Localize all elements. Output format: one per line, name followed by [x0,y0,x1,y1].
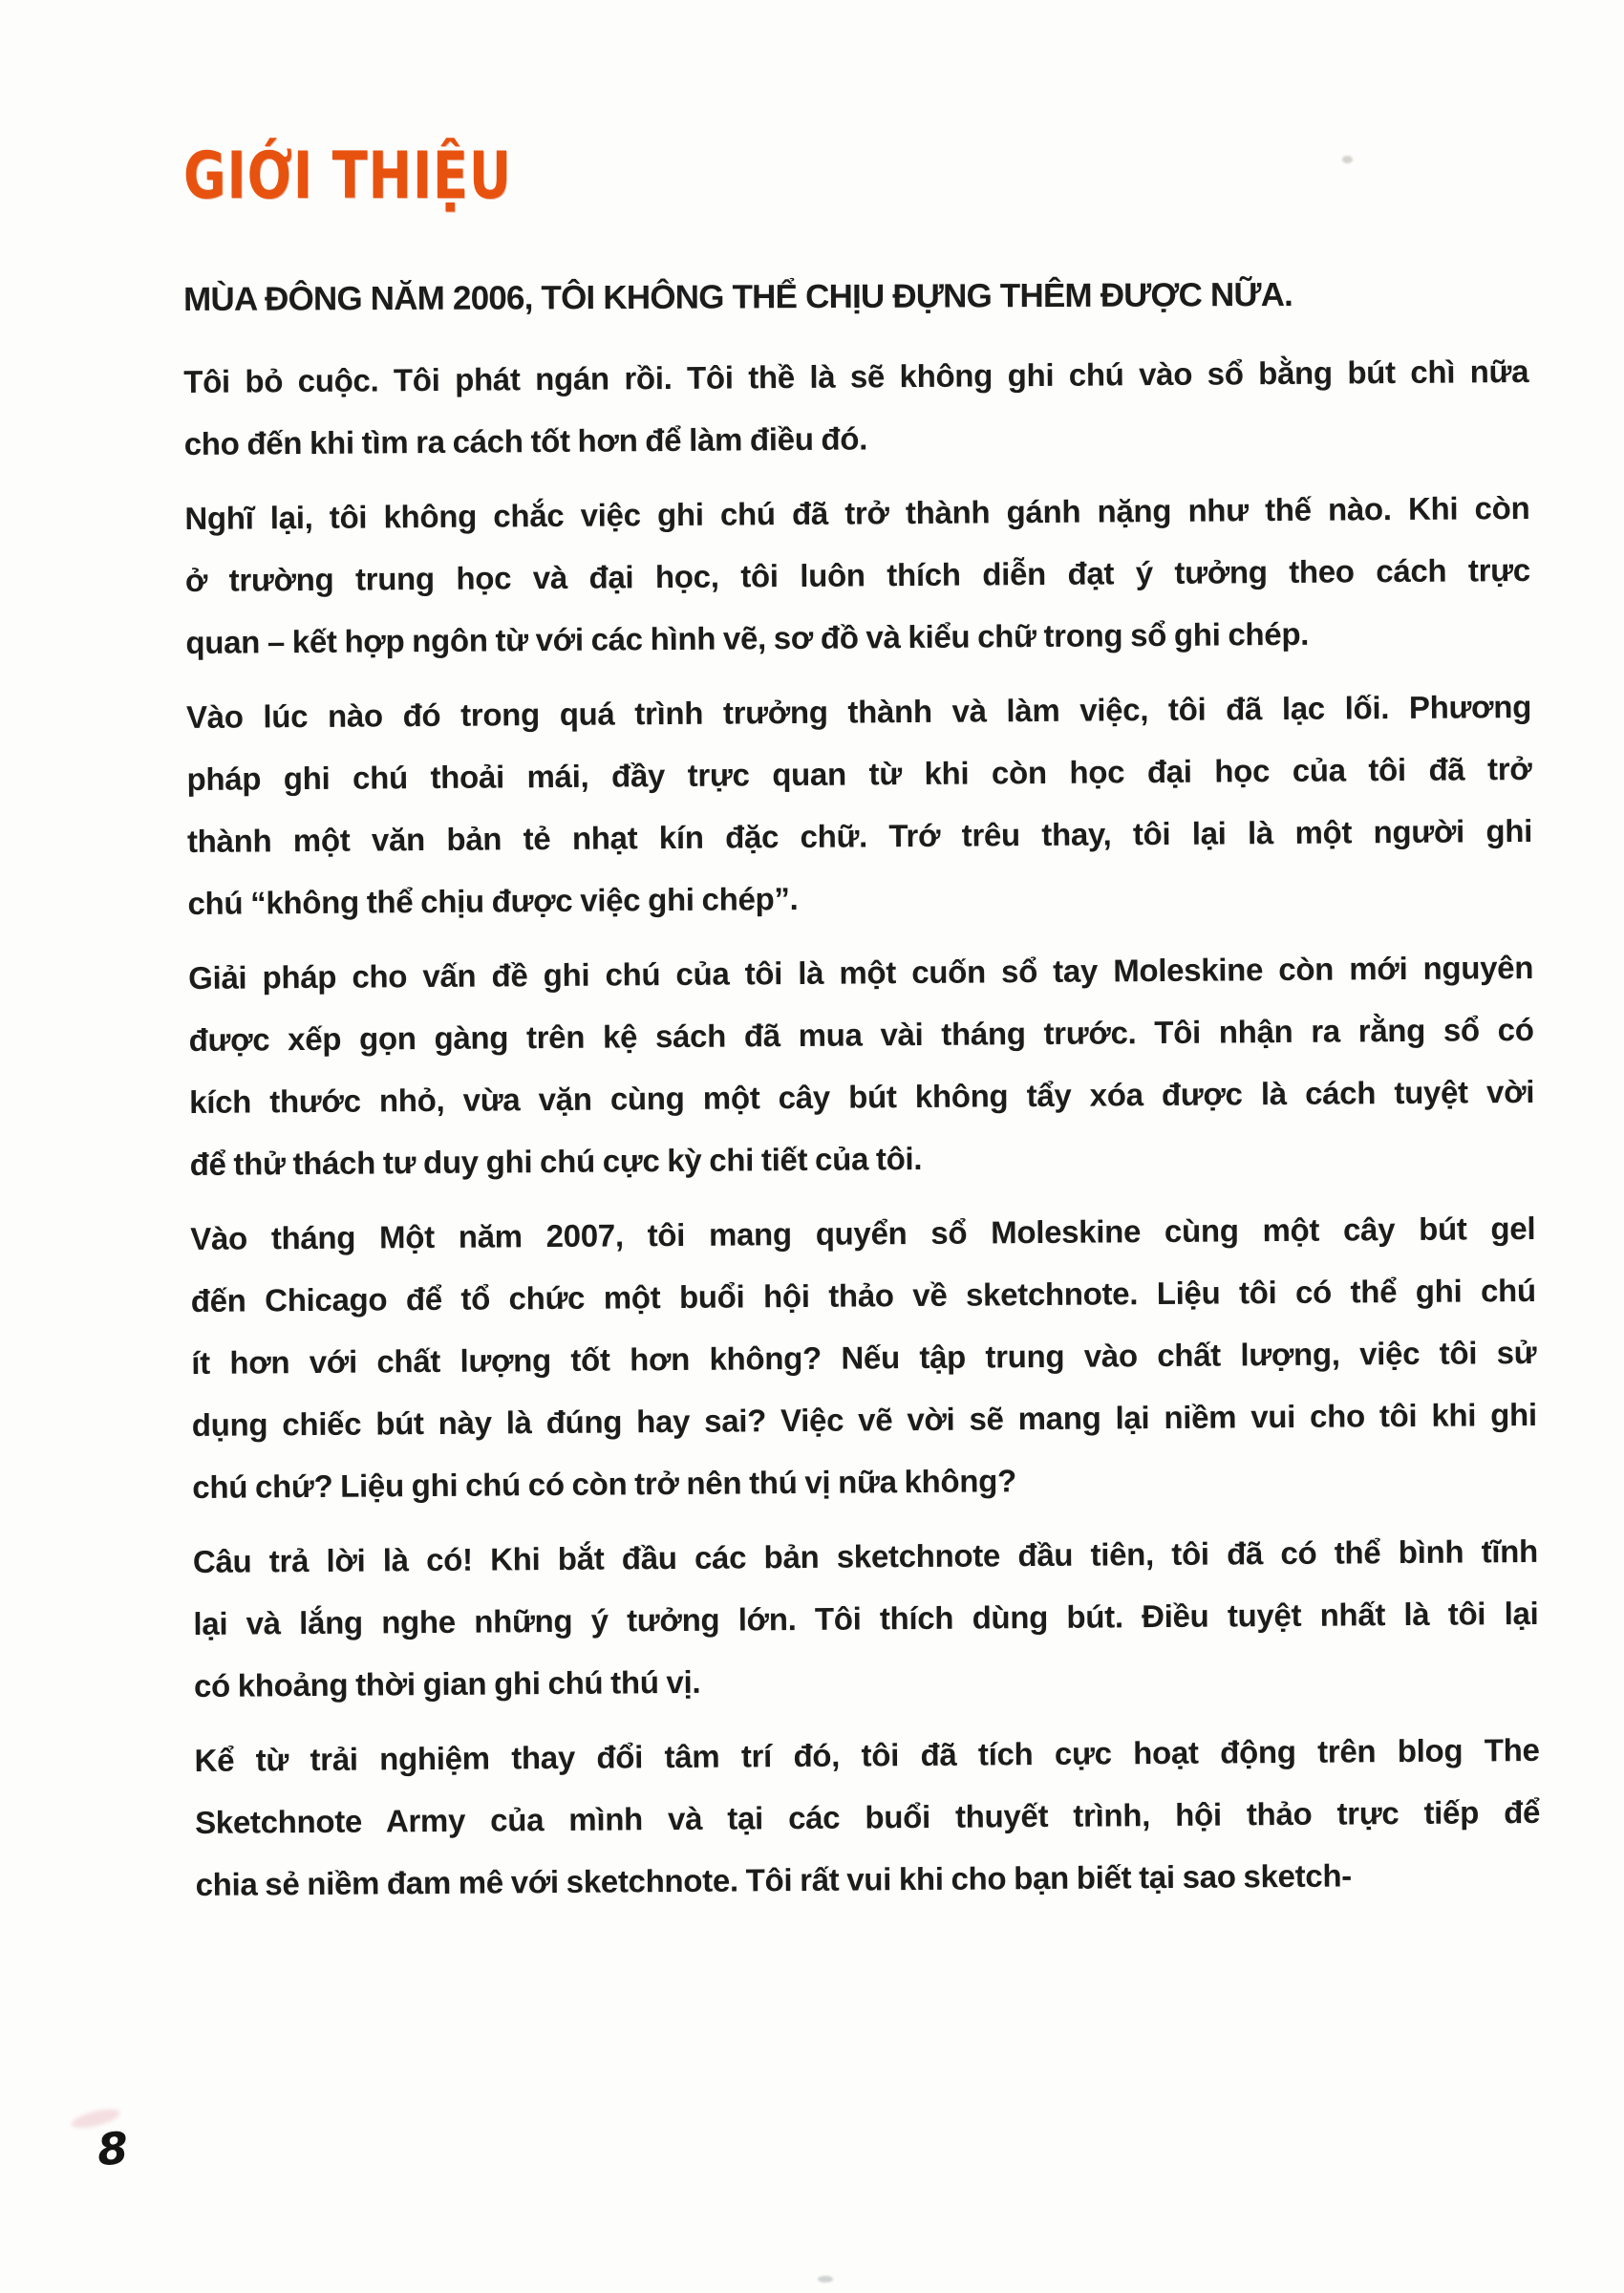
paragraph [193,1520,1539,1717]
body-line: chia sẻ niềm đam mê với sketchnote. Tôi rất vui khi cho bạn biết tại sao sketch- [195,1857,1353,1902]
page-title: GIỚI THIỆU [183,139,512,214]
body-line: thành một văn bản tẻ nhạt kín đặc chữ. Trớ trêu thay, tôi lại là một người ghi [186,812,1533,859]
body-line: quan – kết hợp ngôn từ với các hình vẽ, sơ đồ và kiểu chữ trong sổ ghi chép. [185,615,1310,660]
body-line: Vào lúc nào đó trong quá trình trưởng thành và làm việc, tôi đã lạc lối. Phương [185,688,1532,735]
body-line: chú “không thể chịu được việc ghi chép”. [187,880,799,921]
body-line: lại và lắng nghe những ý tưởng lớn. Tôi thích dùng bút. Điều tuyệt nhất là tôi lại [193,1595,1539,1641]
body-line: ít hơn với chất lượng tốt hơn không? Nếu tập trung vào chất lượng, việc tôi sử [191,1334,1537,1381]
paragraph [186,675,1533,934]
body-line: Tôi bỏ cuộc. Tôi phát ngán rồi. Tôi thề là sẽ không ghi chú vào sổ bằng bút chì nữa [183,353,1529,399]
body-line: kích thước nhỏ, vừa vặn cùng một cây bút không tẩy xóa được là cách tuyệt vời [189,1073,1535,1120]
body-line: pháp ghi chú thoải mái, đầy trực quan từ khi còn học đại học của tôi đã trở [186,750,1532,797]
section-subtitle: MÙA ĐÔNG NĂM 2006, TÔI KHÔNG THỂ CHỊU ĐỰNG THÊM ĐƯỢC NỮA. [183,275,1293,318]
body-line: ở trường trung học và đại học, tôi luôn thích diễn đạt ý tưởng theo cách trực [184,551,1530,598]
body-line: chú chứ? Liệu ghi chú có còn trở nên thú vị nữa không? [192,1462,1017,1505]
body-line: Sketchnote Army của mình và tại các buổi thuyết trình, hội thảo trực tiếp để [194,1793,1541,1840]
paragraph [188,936,1535,1195]
body-paragraphs [183,340,1541,1916]
paragraph [194,1719,1540,1916]
paragraph [184,477,1530,674]
body-line: cho đến khi tìm ra cách tốt hơn để làm điều đó. [183,420,868,461]
body-line: Giải pháp cho vấn đề ghi chú của tôi là một cuốn sổ tay Moleskine còn mới nguyên [188,949,1534,996]
scan-artifact-mark [818,2276,833,2282]
body-line: dụng chiếc bút này là đúng hay sai? Việc vẽ vời sẽ mang lại niềm vui cho tôi khi ghi [191,1396,1537,1443]
page-content [183,139,1541,1928]
page-number: 8 [96,2121,130,2176]
body-line: Câu trả lời là có! Khi bắt đầu các bản sketchnote đầu tiên, tôi đã có thể bình tĩnh [192,1532,1539,1579]
body-line: Vào tháng Một năm 2007, tôi mang quyển sổ Moleskine cùng một cây bút gel [190,1210,1536,1256]
paragraph [183,340,1529,475]
body-line: Nghĩ lại, tôi không chắc việc ghi chú đã trở thành gánh nặng như thế nào. Khi còn [184,489,1530,536]
paragraph [190,1197,1538,1518]
body-line: có khoảng thời gian ghi chú thú vị. [193,1663,701,1704]
body-line: đến Chicago để tổ chức một buổi hội thảo về sketchnote. Liệu tôi có thể ghi chú [190,1272,1536,1318]
body-line: để thử thách tư duy ghi chú cực kỳ chi tiết của tôi. [189,1140,923,1182]
body-line: được xếp gọn gàng trên kệ sách đã mua vài tháng trước. Tôi nhận ra rằng sổ có [188,1011,1534,1058]
body-line: Kể từ trải nghiệm thay đổi tâm trí đó, tôi đã tích cực hoạt động trên blog The [194,1731,1540,1778]
